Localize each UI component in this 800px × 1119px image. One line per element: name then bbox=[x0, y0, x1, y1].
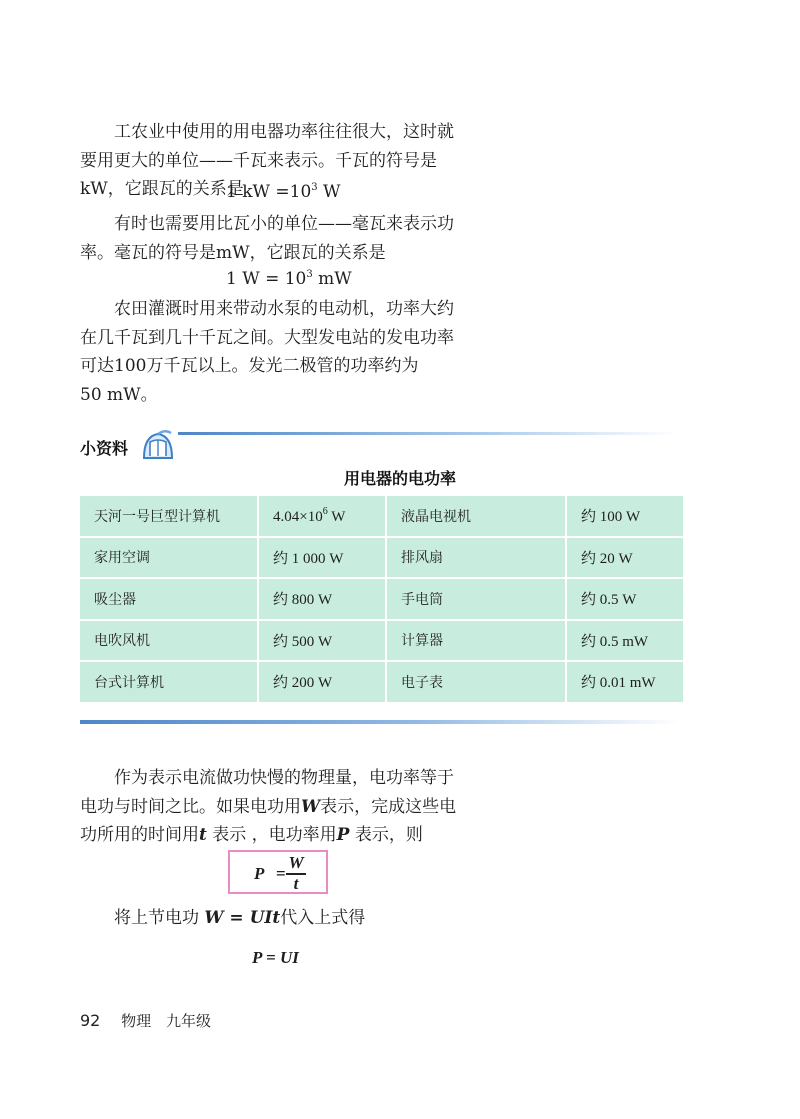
paragraph-substitution bbox=[80, 904, 480, 933]
table-row bbox=[80, 620, 683, 662]
paragraph-milliwatt bbox=[80, 210, 480, 267]
device-cell: 天河一号巨型计算机 bbox=[80, 496, 258, 537]
table-row bbox=[80, 537, 683, 579]
power-cell: 约 200 W bbox=[258, 661, 386, 702]
text-line: 功所用的时间用t 表示 ，电功率用P 表示，则 bbox=[80, 825, 423, 845]
sidebar-label: 小资料 bbox=[80, 439, 129, 458]
grade-label: 九年级 bbox=[165, 1012, 211, 1030]
power-cell: 约 800 W bbox=[258, 578, 386, 620]
formula-lhs: P bbox=[254, 864, 265, 883]
power-cell: 约 20 W bbox=[566, 537, 683, 579]
power-cell: $4.04\times 10^6$ W bbox=[258, 496, 386, 537]
power-cell: 约 0.5 W bbox=[566, 578, 683, 620]
subject-label: 物理 bbox=[121, 1012, 152, 1030]
device-cell: 排风扇 bbox=[386, 537, 566, 579]
heading-divider bbox=[178, 432, 678, 435]
page-number: 92 bbox=[80, 1011, 101, 1030]
text-line: 可达100万千瓦以上。发光二极管的功率约为 bbox=[80, 356, 419, 376]
power-cell: 约 0.01 mW bbox=[581, 675, 656, 692]
sidebar-heading bbox=[78, 428, 678, 466]
device-cell: 家用空调 bbox=[80, 537, 258, 579]
formula-w-to-mw: 1 $W = 10^3$ mW bbox=[226, 269, 352, 289]
device-cell: 计算器 bbox=[386, 620, 566, 662]
text-line: 农田灌溉时用来带动水泵的电动机，功率大约 bbox=[114, 299, 454, 319]
info-book-icon bbox=[138, 428, 178, 464]
formula-kw-to-w: 1 kW $=10^3$ W bbox=[226, 182, 341, 202]
table-title: 用电器的电功率 bbox=[343, 469, 456, 488]
text-line: 要用更大的单位——千瓦来表示。千瓦的符号是 bbox=[80, 150, 437, 171]
formula-equals: = bbox=[276, 864, 286, 883]
device-cell: 吸尘器 bbox=[80, 578, 258, 620]
formula-p-equals-ui: P = UI bbox=[252, 948, 299, 967]
table-row bbox=[80, 661, 683, 702]
paragraph-definition bbox=[80, 764, 480, 850]
text-line: 有时也需要用比瓦小的单位——毫瓦来表示功 bbox=[114, 214, 454, 234]
table-row bbox=[80, 578, 683, 620]
device-cell: 手电筒 bbox=[386, 578, 566, 620]
formula-numerator: W bbox=[288, 853, 304, 872]
text-line: 50 mW。 bbox=[80, 384, 158, 405]
device-cell: 台式计算机 bbox=[80, 661, 258, 702]
power-formula-box bbox=[228, 850, 328, 894]
text-line: 工农业中使用的用电器功率往往很大，这时就 bbox=[114, 122, 454, 142]
power-cell: 约 100 W bbox=[566, 496, 683, 537]
page-footer bbox=[80, 1010, 211, 1031]
table-row bbox=[80, 496, 683, 537]
text-line: 电功与时间之比。如果电功用W表示，完成这些电 bbox=[80, 796, 457, 817]
device-cell: 电子表 bbox=[386, 661, 566, 702]
paragraph-examples bbox=[80, 295, 480, 409]
text-line: 作为表示电流做功快慢的物理量，电功率等于 bbox=[114, 768, 454, 788]
formula-denominator: t bbox=[293, 874, 299, 893]
text-line: 将上节电功 W = UIt代入上式得 bbox=[114, 908, 366, 928]
text-line: 率。毫瓦的符号是mW，它跟瓦的关系是 bbox=[80, 242, 386, 263]
text-line: kW，它跟瓦的关系是 bbox=[80, 179, 244, 199]
power-cell: 约 1 000 W bbox=[258, 537, 386, 579]
power-table bbox=[80, 496, 683, 702]
text-line: 在几千瓦到几十千瓦之间。大型发电站的发电功率 bbox=[80, 327, 454, 348]
section-divider bbox=[80, 720, 680, 724]
power-cell: 约 500 W bbox=[258, 620, 386, 662]
device-cell: 液晶电视机 bbox=[386, 496, 566, 537]
device-cell: 电吹风机 bbox=[80, 620, 258, 662]
power-cell: 约 0.5 mW bbox=[566, 620, 683, 662]
